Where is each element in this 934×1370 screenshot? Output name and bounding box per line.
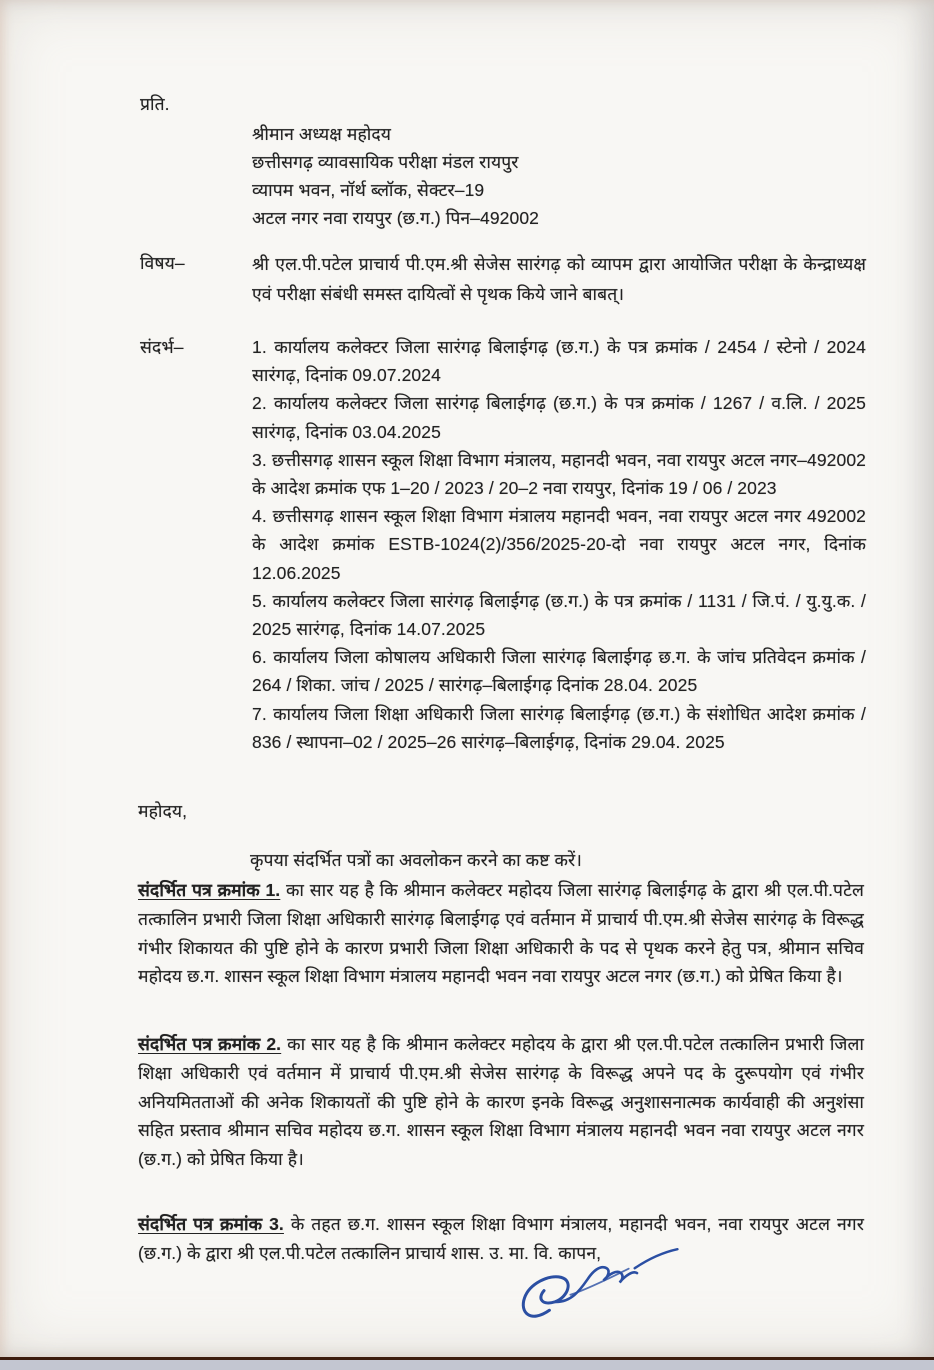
reference-item: 5. कार्यालय कलेक्टर जिला सारंगढ़ बिलाईगढ़ (छ.ग.) के पत्र क्रमांक / 1131 / जि.पं. / यु.यु.क. / 2025 सारंगढ़, दिनांक 14.07.2025 [252, 590, 866, 640]
subject-text: श्री एल.पी.पटेल प्राचार्य पी.एम.श्री सेजेस सारंगढ़ को व्यापम द्वारा आयोजित परीक्षा के केन्द्राध्यक्ष एवं परीक्षा संबंधी समस्त दायित्वों से पृथक किये जाने बाबत्। [252, 254, 866, 304]
reference-item: 1. कार्यालय कलेक्टर जिला सारंगढ़ बिलाईगढ़ (छ.ग.) के पत्र क्रमांक / 2454 / स्टेनो / 2024 सारंगढ़, दिनांक 09.07.2024 [252, 337, 866, 386]
recipient-block [252, 120, 752, 232]
paragraph-lead: संदर्भित पत्र क्रमांक 3. [138, 1214, 284, 1234]
body-intro: कृपया संदर्भित पत्रों का अवलोकन करने का कष्ट करें। [250, 850, 583, 870]
reference-item: 2. कार्यालय कलेक्टर जिला सारंगढ़ बिलाईगढ़ (छ.ग.) के पत्र क्रमांक / 1267 / व.लि. / 2025 सारंगढ़, दिनांक 03.04.2025 [252, 393, 866, 442]
salutation: प्रति. [140, 94, 170, 114]
recipient-line: अटल नगर नवा रायपुर (छ.ग.) पिन–492002 [252, 208, 540, 228]
reference-label: संदर्भ– [140, 337, 184, 357]
recipient-line: व्यापम भवन, नॉर्थ ब्लॉक, सेक्टर–19 [252, 180, 485, 200]
reference-item: 3. छत्तीसगढ़ शासन स्कूल शिक्षा विभाग मंत्रालय, महानदी भवन, नवा रायपुर अटल नगर–492002 के आदेश क्रमांक एफ 1–20 / 2023 / 20–2 नवा रायपुर, दिनांक 19 / 06 / 2023 [252, 449, 866, 499]
greeting: महोदय, [138, 801, 188, 821]
paragraph-text: का सार यह है कि श्रीमान कलेक्टर महोदय जिला सारंगढ़ बिलाईगढ़ के द्वारा श्री एल.पी.पटेल तत्कालिन प्रभारी जिला शिक्षा अधिकारी सारंगढ़ बिलाईगढ़ एवं वर्तमान में प्राचार्य पी.एम.श्री सेजेस सारंगढ़ के विरूद्ध गंभीर शिकायत की पुष्टि होने के कारण प्रभारी जिला शिक्षा अधिकारी के पद से पृथक करने हेतु पत्र, श्रीमान सचिव महोदय छ.ग. शासन स्कूल शिक्षा विभाग मंत्रालय महानदी भवन नवा रायपुर अटल नगर (छ.ग.) को प्रेषित किया है। [138, 880, 864, 987]
reference-item: 4. छत्तीसगढ़ शासन स्कूल शिक्षा विभाग मंत्रालय महानदी भवन, नवा रायपुर अटल नगर 492002 के आदेश क्रमांक ESTB-1024(2)/356/2025-20-दो नवा रायपुर अटल नगर, दिनांक 12.06.2025 [252, 506, 866, 583]
recipient-line: श्रीमान अध्यक्ष महोदय [252, 124, 392, 144]
paragraph-ref-2 [138, 1030, 864, 1174]
recipient-line: छत्तीसगढ़ व्यावसायिक परीक्षा मंडल रायपुर [252, 152, 519, 172]
paragraph-ref-1 [138, 876, 864, 991]
signature-ink-icon [507, 1241, 712, 1335]
paragraph-ref-3 [138, 1210, 864, 1268]
paragraph-lead: संदर्भित पत्र क्रमांक 2. [138, 1034, 282, 1054]
paragraph-text: का सार यह है कि श्रीमान कलेक्टर महोदय के द्वारा श्री एल.पी.पटेल तत्कालिन प्रभारी जिला शिक्षा अधिकारी एवं वर्तमान में प्राचार्य पी.एम.श्री सेजेस सारंगढ़ के विरूद्ध अपने पद के दुरूपयोग एवं गंभीर अनियमितताओं की अनेक शिकायतों की पुष्टि होने के कारण इनके विरूद्ध अनुशासनात्मक कार्यवाही की अनुशंसा सहित प्रस्ताव श्रीमान सचिव महोदय छ.ग. शासन स्कूल शिक्षा विभाग मंत्रालय महानदी भवन नवा रायपुर अटल नगर (छ.ग.) को प्रेषित किया है। [138, 1034, 864, 1170]
paragraph-text: के तहत छ.ग. शासन स्कूल शिक्षा विभाग मंत्रालय, महानदी भवन, नवा रायपुर अटल नगर (छ.ग.) के द्वारा श्री एल.पी.पटेल तत्कालिन प्राचार्य शास. उ. मा. वि. कापन, [138, 1214, 865, 1263]
reference-list [252, 333, 866, 756]
paragraph-lead: संदर्भित पत्र क्रमांक 1. [138, 880, 281, 900]
subject-label: विषय– [140, 253, 185, 273]
reference-item: 6. कार्यालय जिला कोषालय अधिकारी जिला सारंगढ़ बिलाईगढ़ छ.ग. के जांच प्रतिवेदन क्रमांक / 264 / शिका. जांच / 2025 / सारंगढ़–बिलाईगढ़ दिनांक 28.04. 2025 [252, 647, 866, 696]
reference-item: 7. कार्यालय जिला शिक्षा अधिकारी जिला सारंगढ़ बिलाईगढ़ (छ.ग.) के संशोधित आदेश क्रमांक / 836 / स्थापना–02 / 2025–26 सारंगढ़–बिलाईगढ़, दिनांक 29.04. 2025 [252, 703, 866, 752]
